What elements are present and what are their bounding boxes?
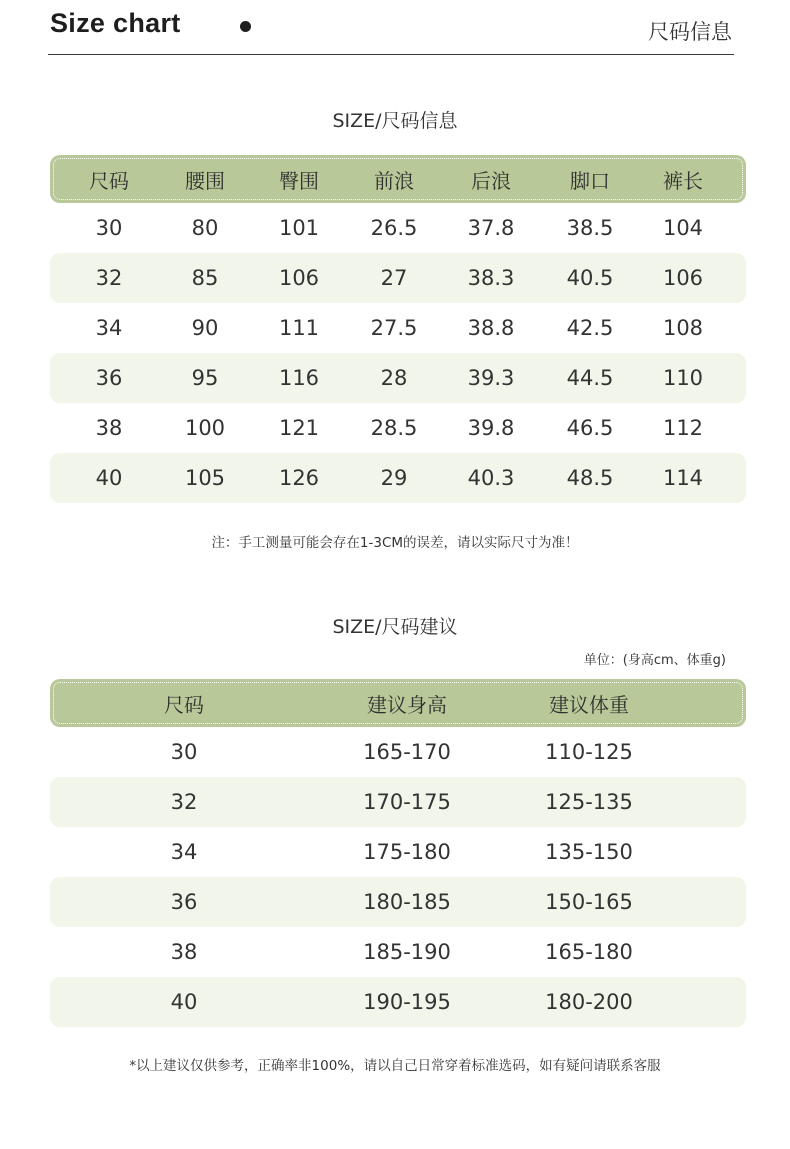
table-cell: 38.5 — [566, 216, 614, 240]
table-cell: 44.5 — [566, 366, 614, 390]
size-info-note: 注：手工测量可能会存在1-3CM的误差，请以实际尺寸为准！ — [211, 535, 579, 551]
table-cell: 90 — [191, 316, 219, 340]
table-cell: 106 — [278, 266, 320, 290]
table-cell: 100 — [184, 416, 226, 440]
table-row — [50, 303, 746, 353]
table-row — [50, 827, 746, 877]
table-cell: 40.3 — [467, 466, 515, 490]
table-cell: 180-200 — [545, 990, 633, 1014]
table-cell: 165-180 — [545, 940, 633, 964]
size-info-table — [50, 155, 746, 503]
table-cell: 38.3 — [467, 266, 515, 290]
table-cell: 28 — [380, 366, 408, 390]
table-cell: 110 — [662, 366, 704, 390]
table-row — [50, 777, 746, 827]
table-row — [50, 877, 746, 927]
table-cell: 29 — [380, 466, 408, 490]
table-cell: 85 — [191, 266, 219, 290]
size-info-title: SIZE/尺码信息 — [332, 110, 458, 132]
table-cell: 30 — [95, 216, 123, 240]
size-info-header-row — [50, 155, 746, 203]
column-header: 建议体重 — [549, 692, 629, 717]
table-row — [50, 253, 746, 303]
table-cell: 111 — [278, 316, 320, 340]
table-cell: 106 — [662, 266, 704, 290]
table-cell: 135-150 — [545, 840, 633, 864]
column-header: 腰围 — [185, 168, 225, 193]
table-cell: 42.5 — [566, 316, 614, 340]
size-advice-note: *以上建议仅供参考，正确率非100%，请以自己日常穿着标准选码，如有疑问请联系客服 — [129, 1058, 661, 1074]
table-row — [50, 353, 746, 403]
table-cell: 39.3 — [467, 366, 515, 390]
column-header: 尺码 — [89, 168, 129, 193]
table-cell: 80 — [191, 216, 219, 240]
table-cell: 112 — [662, 416, 704, 440]
table-row — [50, 203, 746, 253]
table-cell: 27.5 — [370, 316, 418, 340]
size-info-body — [50, 203, 746, 503]
table-cell: 116 — [278, 366, 320, 390]
column-header: 脚口 — [570, 168, 610, 193]
table-cell: 150-165 — [545, 890, 633, 914]
table-cell: 26.5 — [370, 216, 418, 240]
bullet-dot-icon — [240, 21, 251, 32]
header-title: Size chart — [50, 8, 181, 38]
table-cell: 34 — [170, 840, 198, 864]
table-cell: 36 — [170, 890, 198, 914]
table-cell: 114 — [662, 466, 704, 490]
table-cell: 121 — [278, 416, 320, 440]
table-cell: 165-170 — [363, 740, 451, 764]
table-row — [50, 977, 746, 1027]
table-row — [50, 727, 746, 777]
table-cell: 40 — [170, 990, 198, 1014]
table-cell: 34 — [95, 316, 123, 340]
table-cell: 101 — [278, 216, 320, 240]
header-right-label: 尺码信息 — [648, 20, 732, 44]
size-advice-title: SIZE/尺码建议 — [332, 616, 458, 638]
table-row — [50, 403, 746, 453]
column-header: 裤长 — [663, 168, 703, 193]
table-cell: 126 — [278, 466, 320, 490]
table-cell: 108 — [662, 316, 704, 340]
table-cell: 104 — [662, 216, 704, 240]
table-row — [50, 927, 746, 977]
table-cell: 38 — [170, 940, 198, 964]
column-header: 臀围 — [279, 168, 319, 193]
page-header — [48, 0, 734, 55]
table-cell: 110-125 — [545, 740, 633, 764]
table-cell: 38 — [95, 416, 123, 440]
size-advice-body — [50, 727, 746, 1027]
table-cell: 27 — [380, 266, 408, 290]
table-cell: 32 — [170, 790, 198, 814]
table-cell: 125-135 — [545, 790, 633, 814]
table-cell: 180-185 — [363, 890, 451, 914]
table-cell: 170-175 — [363, 790, 451, 814]
column-header: 尺码 — [164, 692, 204, 717]
size-advice-header-row — [50, 679, 746, 727]
table-cell: 46.5 — [566, 416, 614, 440]
table-row — [50, 453, 746, 503]
table-cell: 30 — [170, 740, 198, 764]
table-cell: 36 — [95, 366, 123, 390]
table-cell: 95 — [191, 366, 219, 390]
column-header: 前浪 — [374, 168, 414, 193]
size-advice-table — [50, 679, 746, 1027]
column-header: 建议身高 — [367, 692, 447, 717]
table-cell: 40 — [95, 466, 123, 490]
table-cell: 190-195 — [363, 990, 451, 1014]
size-advice-unit: 单位：(身高cm、体重g) — [583, 653, 726, 668]
table-cell: 32 — [95, 266, 123, 290]
table-cell: 105 — [184, 466, 226, 490]
column-header: 后浪 — [471, 168, 511, 193]
table-cell: 175-180 — [363, 840, 451, 864]
table-cell: 40.5 — [566, 266, 614, 290]
table-cell: 38.8 — [467, 316, 515, 340]
table-cell: 185-190 — [363, 940, 451, 964]
table-cell: 28.5 — [370, 416, 418, 440]
table-cell: 37.8 — [467, 216, 515, 240]
table-cell: 48.5 — [566, 466, 614, 490]
table-cell: 39.8 — [467, 416, 515, 440]
